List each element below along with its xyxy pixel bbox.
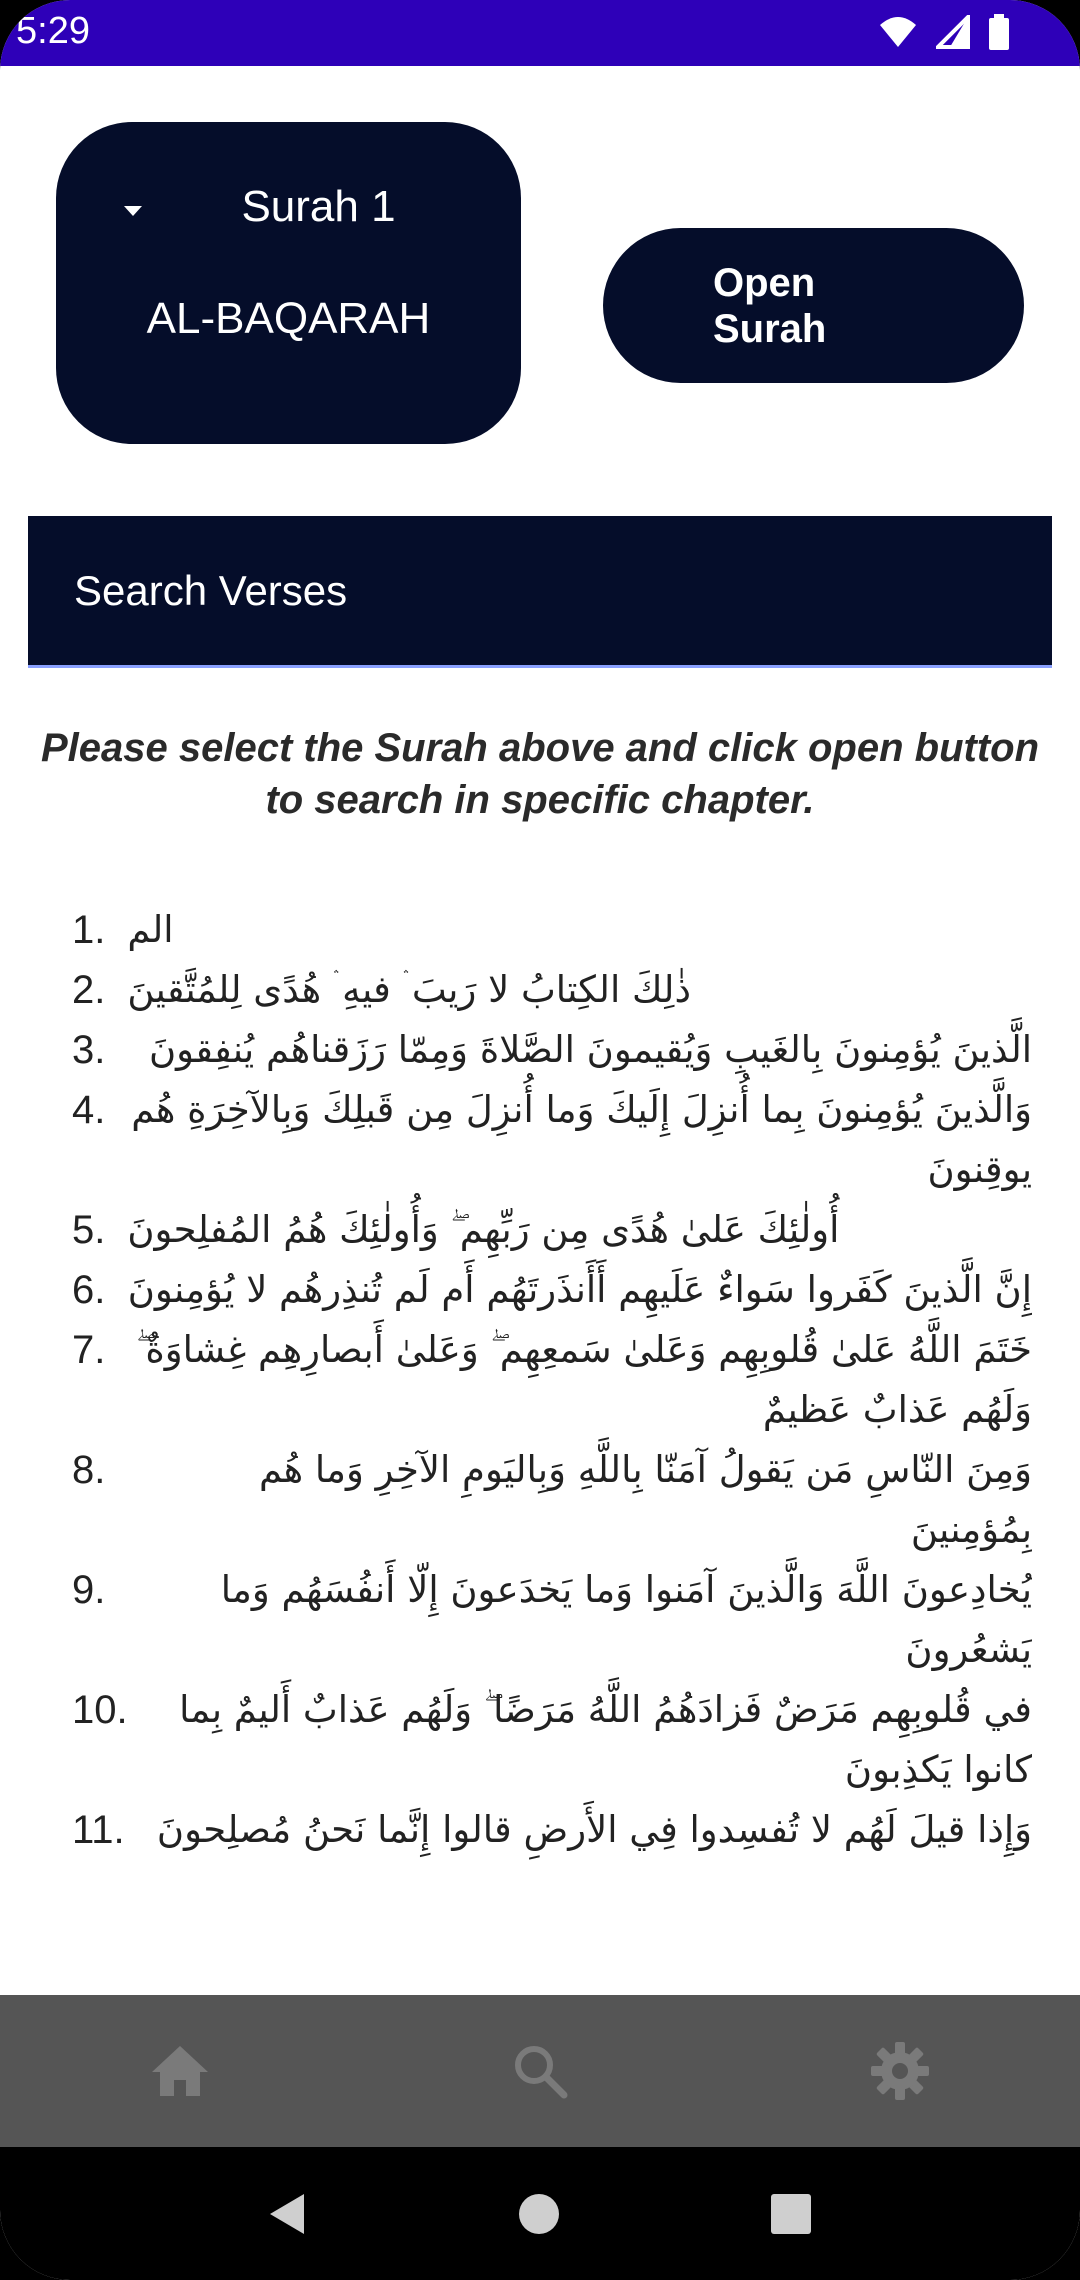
verse-item[interactable]	[72, 1260, 1032, 1320]
surah-selector[interactable]	[56, 122, 521, 444]
gear-icon	[871, 2042, 929, 2100]
verse-text: يُخادِعونَ اللَّهَ وَالَّذينَ آمَنوا وَما يَخدَعونَ إِلّا أَنفُسَهُم وَما يَشعُرونَ	[220, 1568, 1032, 1671]
verse-number: 2.	[72, 968, 106, 1012]
verse-number: 4.	[72, 1088, 106, 1132]
verse-item[interactable]	[72, 1020, 1032, 1080]
nav-settings[interactable]	[840, 2011, 960, 2131]
bottom-navigation	[0, 1995, 1080, 2147]
recents-icon[interactable]	[770, 2193, 812, 2235]
open-surah-button-label: Open Surah	[713, 260, 827, 351]
verse-item[interactable]	[72, 1320, 1032, 1440]
home-circle-icon[interactable]	[518, 2193, 560, 2235]
instruction-text: Please select the Surah above and click open button to search in specific chapter.	[40, 726, 1040, 822]
verse-list[interactable]	[72, 900, 1032, 1995]
verse-item[interactable]	[72, 900, 1032, 960]
status-icons	[878, 14, 1010, 50]
verse-item[interactable]	[72, 960, 1032, 1020]
search-input[interactable]	[72, 566, 976, 616]
verse-number: 11.	[72, 1808, 125, 1852]
open-surah-button[interactable]	[603, 228, 1024, 383]
verse-item[interactable]	[72, 1680, 1032, 1800]
verse-text: أُولٰئِكَ عَلىٰ هُدًى مِن رَبِّهِم ۖ وَأُولٰئِكَ هُمُ المُفلِحونَ	[127, 1208, 840, 1251]
nav-search[interactable]	[480, 2011, 600, 2131]
verse-text: في قُلوبِهِم مَرَضٌ فَزادَهُمُ اللَّهُ مَرَضًا ۖ وَلَهُم عَذابٌ أَليمٌ بِما كانوا يَكذِبونَ	[179, 1688, 1032, 1791]
status-bar	[0, 0, 1080, 66]
verse-text: ذٰلِكَ الكِتابُ لا رَيبَ ۛ فيهِ ۛ هُدًى لِلمُتَّقينَ	[127, 968, 691, 1011]
battery-icon	[988, 14, 1010, 50]
back-icon[interactable]	[268, 2192, 308, 2236]
nav-home[interactable]	[120, 2011, 240, 2131]
verse-number: 9.	[72, 1568, 106, 1612]
verse-text: وَمِنَ النّاسِ مَن يَقولُ آمَنّا بِاللَّهِ وَبِاليَومِ الآخِرِ وَما هُم بِمُؤمِنينَ	[259, 1448, 1032, 1551]
search-icon	[512, 2043, 568, 2099]
surah-name-label: AL-BAQARAH	[146, 294, 431, 343]
verse-text: وَإِذا قيلَ لَهُم لا تُفسِدوا فِي الأَرضِ قالوا إِنَّما نَحنُ مُصلِحونَ	[156, 1808, 1032, 1851]
status-time: 5:29	[16, 10, 90, 52]
verse-number: 5.	[72, 1208, 106, 1252]
verse-text: إِنَّ الَّذينَ كَفَروا سَواءٌ عَلَيهِم أَأَنذَرتَهُم أَم لَم تُنذِرهُم لا يُؤمِنونَ	[127, 1268, 1032, 1311]
wifi-icon	[878, 15, 918, 49]
verse-text: خَتَمَ اللَّهُ عَلىٰ قُلوبِهِم وَعَلىٰ سَمعِهِم ۖ وَعَلىٰ أَبصارِهِم غِشاوَةٌ ۖ وَلَهُم عَذابٌ عَظيمٌ	[136, 1328, 1032, 1431]
verse-number: 8.	[72, 1448, 106, 1492]
surah-number-label: Surah 1	[241, 182, 396, 231]
system-navigation-bar	[0, 2147, 1080, 2280]
verse-item[interactable]	[72, 1200, 1032, 1260]
cellular-signal-icon	[936, 15, 970, 49]
verse-item[interactable]	[72, 1080, 1032, 1200]
verse-number: 1.	[72, 908, 106, 952]
verse-text: وَالَّذينَ يُؤمِنونَ بِما أُنزِلَ إِلَيكَ وَما أُنزِلَ مِن قَبلِكَ وَبِالآخِرَةِ هُم يوقِنونَ	[131, 1088, 1032, 1191]
verse-item[interactable]	[72, 1440, 1032, 1560]
verse-item[interactable]	[72, 1800, 1032, 1860]
verse-number: 7.	[72, 1328, 106, 1372]
verse-number: 6.	[72, 1268, 106, 1312]
verse-number: 3.	[72, 1028, 106, 1072]
verse-text: الم	[127, 908, 174, 951]
verse-text: الَّذينَ يُؤمِنونَ بِالغَيبِ وَيُقيمونَ الصَّلاةَ وَمِمّا رَزَقناهُم يُنفِقونَ	[149, 1028, 1032, 1071]
search-bar	[28, 516, 1052, 668]
home-icon	[150, 2044, 210, 2098]
verse-item[interactable]	[72, 1560, 1032, 1680]
verse-number: 10.	[72, 1688, 128, 1732]
